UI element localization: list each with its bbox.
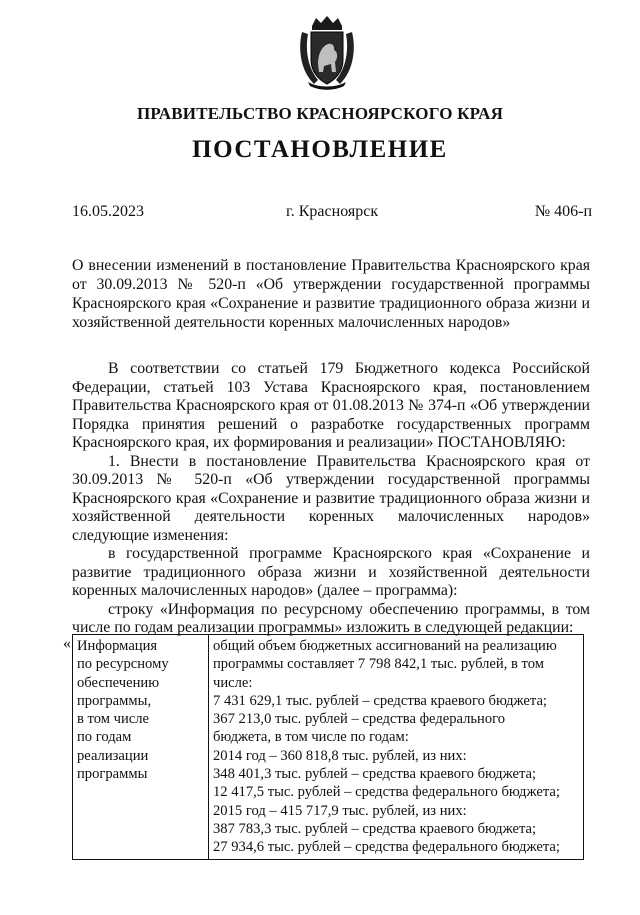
label-line: программы, (77, 692, 152, 709)
body-paragraph: В соответствии со статьей 179 Бюджетного кодекса Российской Федерации, статьей 103 Устава Красноярского края, постановлением Правительства Красноярского края от 01.08.2013 № 374-п «Об утверждении Порядка принятия решений о разработке государственных программ Красноярского края, их формирования и реализации» ПОСТАНОВЛЯЮ: (72, 360, 590, 451)
value-line: 2015 год – 415 717,9 тыс. рублей, из них: (213, 802, 467, 819)
value-line: числе: (213, 674, 253, 691)
opening-quote-mark: « (63, 635, 71, 652)
label-line: обеспечению (77, 674, 160, 691)
body-paragraph: строку «Информация по ресурсному обеспечению программы, в том числе по годам реализации программы» изложить в следующей редакции: (72, 600, 590, 636)
value-line: 2014 год – 360 818,8 тыс. рублей, из них: (213, 747, 467, 764)
value-line: программы составляет 7 798 842,1 тыс. рублей, в том (213, 656, 544, 673)
coat-of-arms-emblem (296, 14, 358, 90)
value-line: бюджета, в том числе по годам: (213, 729, 409, 746)
document-city: г. Красноярск (286, 203, 379, 220)
document-subject: О внесении изменений в постановление Правительства Красноярского края от 30.09.2013 № 520-п «Об утверждении государственной программы Красноярского края «Сохранение и развитие традиционного образа жизни и хозяйственной деятельности коренных малочисленных народов» (72, 257, 590, 331)
body-paragraph: в государственной программе Красноярского края «Сохранение и развитие традиционного образа жизни и хозяйственной деятельности коренных малочисленных народов» (далее – программа): (72, 545, 590, 599)
document-body (72, 360, 590, 638)
table-value-cell (209, 635, 584, 860)
document-type: ПОСТАНОВЛЕНИЕ (192, 136, 448, 163)
label-line: по ресурсному (77, 656, 169, 673)
label-line: по годам (77, 729, 132, 746)
label-line: в том числе (77, 711, 150, 728)
table-label-cell (73, 635, 209, 860)
value-line: общий объем бюджетных ассигнований на реализацию (213, 638, 557, 654)
label-line: реализации (77, 747, 149, 764)
value-line: 367 213,0 тыс. рублей – средства федерального (213, 711, 506, 728)
label-line: программы (77, 766, 148, 783)
value-line: 27 934,6 тыс. рублей – средства федерального бюджета; (213, 839, 560, 856)
value-line: 12 417,5 тыс. рублей – средства федерального бюджета; (213, 784, 560, 801)
government-title: ПРАВИТЕЛЬСТВО КРАСНОЯРСКОГО КРАЯ (136, 104, 504, 123)
value-line: 7 431 629,1 тыс. рублей – средства краевого бюджета; (213, 692, 547, 709)
value-line: 348 401,3 тыс. рублей – средства краевого бюджета; (213, 766, 537, 783)
table-row (73, 635, 584, 860)
label-line: Информация (77, 638, 158, 654)
body-paragraph: 1. Внести в постановление Правительства Красноярского края от 30.09.2013 № 520-п «Об утверждении государственной программы Красноярского края «Сохранение и развитие традиционного образа жизни и хозяйственной деятельности коренных малочисленных народов» следующие изменения: (72, 452, 590, 544)
document-meta-row (72, 203, 592, 225)
value-line: 387 783,3 тыс. рублей – средства краевого бюджета; (213, 820, 537, 837)
document-number: № 406-п (534, 203, 592, 220)
document-date: 16.05.2023 (72, 203, 144, 220)
resource-table (72, 634, 584, 860)
